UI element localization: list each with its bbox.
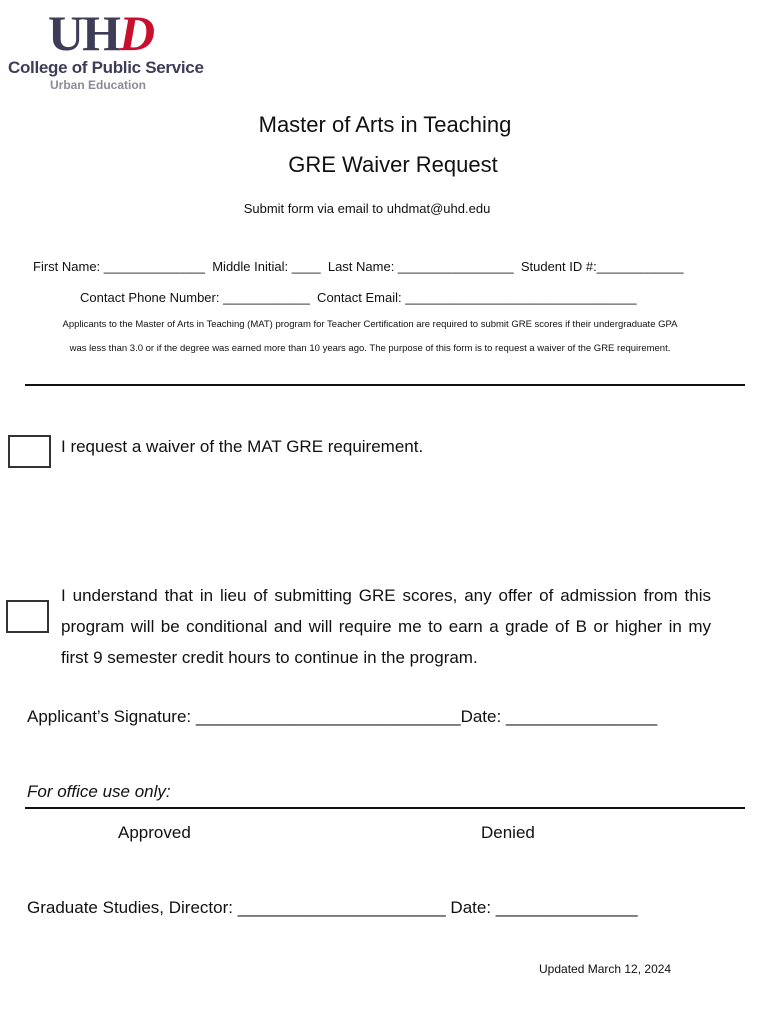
- applicant-signature-line[interactable]: Applicant’s Signature: ____________________________Date: ________________: [27, 707, 658, 726]
- intro-text-line2: was less than 3.0 or if the degree was earned more than 10 years ago. The purpose of this form is to request a waiver of the GRE requirement.: [69, 343, 671, 354]
- director-signature-line[interactable]: Graduate Studies, Director: ______________________ Date: _______________: [27, 898, 638, 917]
- office-divider: [25, 807, 745, 809]
- logo-mark-d: D: [119, 5, 154, 61]
- form-subtitle: GRE Waiver Request: [288, 152, 498, 177]
- name-fields-row[interactable]: First Name: ______________ Middle Initial: ____ Last Name: ________________ Student ID #:____________: [33, 259, 684, 274]
- denied-label: Denied: [481, 823, 535, 842]
- understand-checkbox[interactable]: [6, 600, 49, 633]
- logo-mark: [48, 5, 154, 61]
- approved-label: Approved: [118, 823, 191, 842]
- submit-instruction: Submit form via email to uhdmat@uhd.edu: [243, 201, 491, 216]
- waiver-checkbox-label: I request a waiver of the MAT GRE requirement.: [61, 437, 424, 456]
- intro-text-line1: Applicants to the Master of Arts in Teaching (MAT) program for Teacher Certification are required to submit GRE scores if their undergraduate GPA: [62, 319, 678, 330]
- section-divider: [25, 384, 745, 386]
- logo-department-name: Urban Education: [50, 78, 147, 92]
- logo-mark-uh: UH: [48, 5, 119, 61]
- uhd-logo: [8, 5, 204, 96]
- updated-date: Updated March 12, 2024: [539, 962, 672, 976]
- contact-fields-row[interactable]: Contact Phone Number: ____________ Contact Email: ________________________________: [80, 290, 637, 305]
- form-title: Master of Arts in Teaching: [258, 112, 512, 137]
- logo-college-name: College of Public Service: [8, 58, 204, 77]
- office-use-heading: For office use only:: [27, 782, 171, 801]
- understand-checkbox-label: I understand that in lieu of submitting GRE scores, any offer of admission from this program will be conditional and will require me to earn a grade of B or higher in my first 9 semester credit hours to continue in the program.: [61, 586, 711, 667]
- waiver-checkbox[interactable]: [8, 435, 51, 468]
